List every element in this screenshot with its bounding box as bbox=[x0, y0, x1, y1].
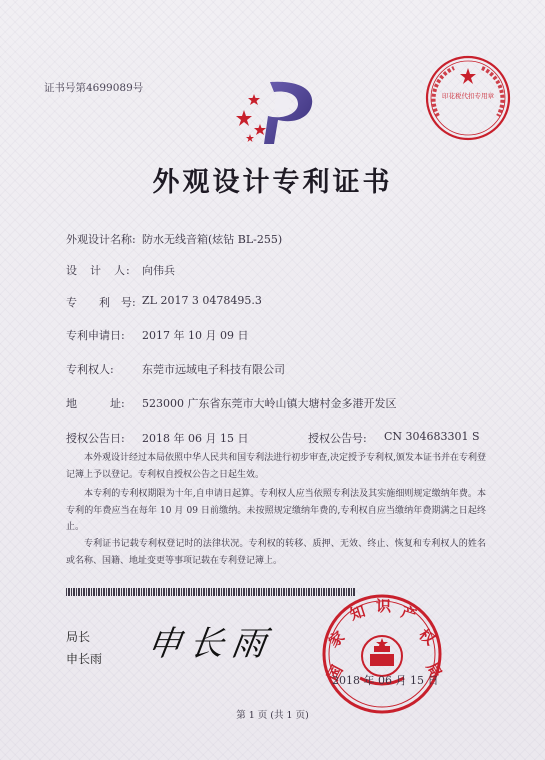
filing-date-value: 2017 年 10 月 09 日 bbox=[142, 329, 249, 342]
svg-text:识: 识 bbox=[376, 597, 392, 615]
svg-text:局: 局 bbox=[422, 659, 444, 682]
design-name-row bbox=[66, 231, 283, 247]
seal-date: 2018 年 06 月 15 日 bbox=[332, 674, 439, 687]
address-label: 地 址: bbox=[66, 397, 125, 410]
svg-text:知: 知 bbox=[347, 602, 368, 624]
designer-label: 设 计 人: bbox=[66, 264, 131, 277]
design-name-value: 防水无线音箱(炫钻 BL-255) bbox=[142, 233, 283, 246]
body-paragraph-2: 本专利的专利权期限为十年,自申请日起算。专利权人应当依照专利法及其实施细则规定缴纳年费。本专利的年费应当在每年 10 月 09 日前缴纳。未按照规定缴纳年费的,专利权自应当缴纳年费期满之日起终止。 bbox=[66, 489, 486, 532]
filing-date-row bbox=[66, 327, 249, 343]
grant-date-label: 授权公告日: bbox=[66, 432, 125, 445]
barcode-strip bbox=[66, 588, 356, 596]
svg-text:家: 家 bbox=[325, 627, 349, 652]
director-signature: 申长雨 bbox=[144, 624, 277, 664]
designer-row bbox=[66, 262, 175, 278]
grant-number-value: CN 304683301 S bbox=[384, 430, 480, 443]
designer-value: 向伟兵 bbox=[142, 264, 175, 277]
certificate-number: 证书号第4699089号 bbox=[44, 82, 144, 94]
grant-number-label: 授权公告号: bbox=[308, 432, 367, 445]
page-footer: 第 1 页 (共 1 页) bbox=[236, 710, 309, 721]
grant-number-row bbox=[308, 430, 480, 446]
document-title: 外观设计专利证书 bbox=[152, 167, 393, 198]
director-title: 局长 bbox=[66, 630, 91, 644]
patent-number-row bbox=[66, 294, 262, 310]
patentee-label: 专利权人: bbox=[66, 363, 114, 376]
body-paragraph-1: 本外观设计经过本局依照中华人民共和国专利法进行初步审查,决定授予专利权,颁发本证书并在专利登记簿上予以登记。专利权自授权公告之日起生效。 bbox=[66, 453, 486, 480]
patent-number-value: ZL 2017 3 0478495.3 bbox=[142, 294, 262, 307]
filing-date-label: 专利申请日: bbox=[66, 329, 125, 342]
patent-number-label: 专 利 号: bbox=[66, 296, 136, 309]
director-name: 申长雨 bbox=[66, 652, 103, 666]
patentee-row bbox=[66, 361, 285, 377]
svg-text:权: 权 bbox=[415, 625, 439, 649]
svg-text:产: 产 bbox=[398, 602, 419, 625]
patent-office-logo-icon bbox=[230, 76, 326, 148]
design-name-label: 外观设计名称: bbox=[66, 233, 136, 246]
corner-seal-subtext: 印花税代扣专用章 bbox=[442, 92, 494, 100]
tax-stamp-seal-icon bbox=[424, 54, 512, 142]
patentee-value: 东莞市远域电子科技有限公司 bbox=[142, 363, 285, 376]
address-value: 523000 广东省东莞市大岭山镇大塘村金多港开发区 bbox=[142, 397, 397, 410]
body-paragraph-3: 专利证书记载专利权登记时的法律状况。专利权的转移、质押、无效、终止、恢复和专利权人的姓名或名称、国籍、地址变更等事项记载在专利登记簿上。 bbox=[66, 539, 486, 566]
grant-date-row bbox=[66, 430, 249, 446]
national-ip-seal-icon bbox=[320, 592, 444, 716]
address-row bbox=[66, 395, 397, 411]
svg-text:国: 国 bbox=[323, 662, 347, 684]
director-block bbox=[66, 626, 102, 670]
grant-date-value: 2018 年 06 月 15 日 bbox=[142, 432, 249, 445]
